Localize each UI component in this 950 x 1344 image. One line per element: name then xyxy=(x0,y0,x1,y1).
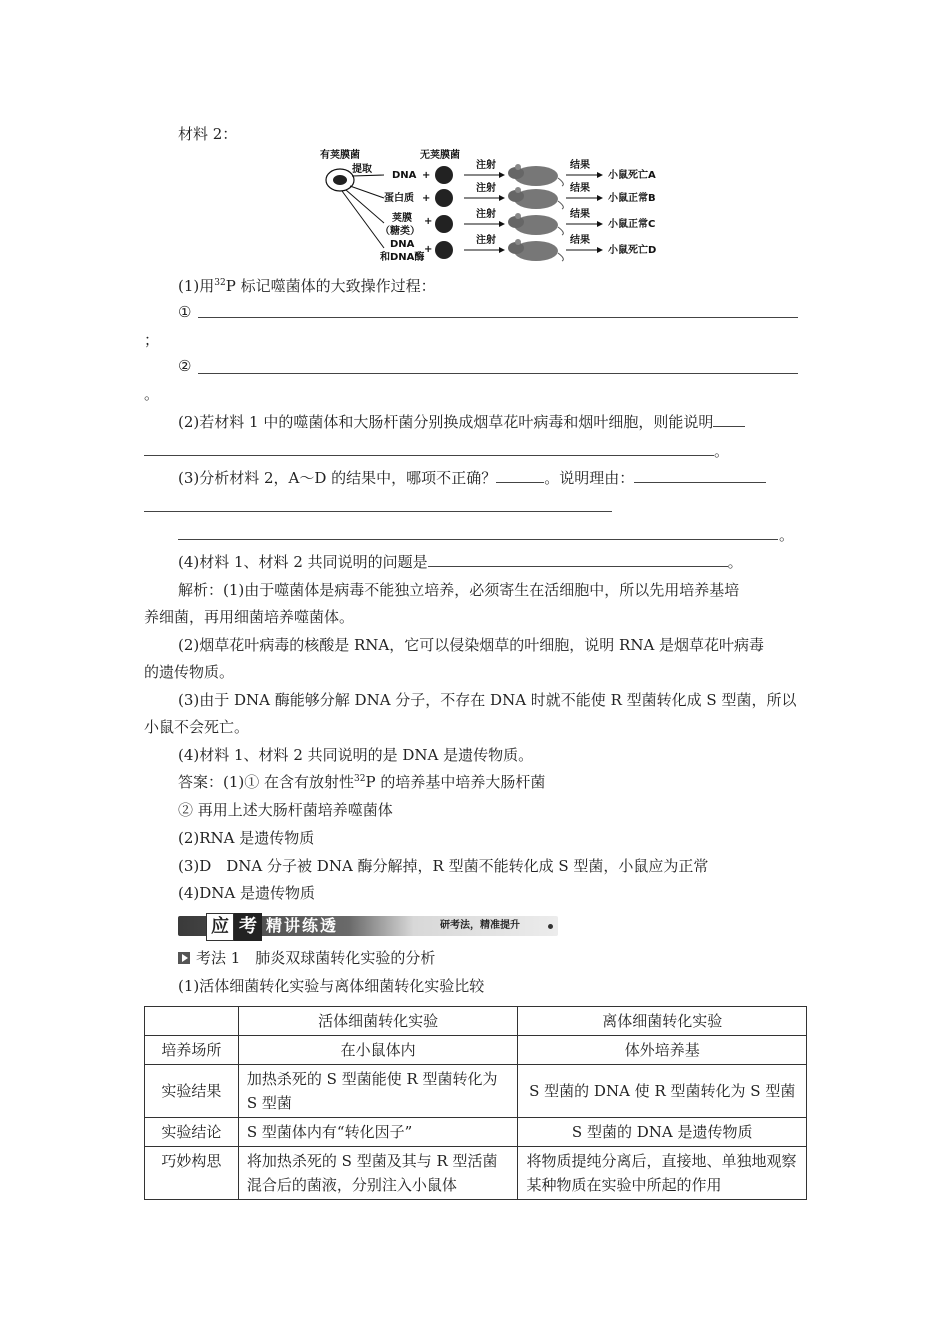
material2-label: 材料 2： xyxy=(178,125,238,143)
table-cell: 培养场所 xyxy=(145,1036,239,1065)
table-header-cell: 活体细菌转化实验 xyxy=(238,1007,518,1036)
banner-char-1: 应 xyxy=(206,913,234,941)
section-banner xyxy=(178,913,558,939)
q2-text: (2)若材料 1 中的噬菌体和大肠杆菌分别换成烟草花叶病毒和烟叶细胞，则能说明 xyxy=(178,413,714,431)
q3-text-b: 。说明理由： xyxy=(544,469,635,487)
table-cell: 在小鼠体内 xyxy=(238,1036,518,1065)
fig-branch-2 xyxy=(350,186,384,198)
q3-blank-reason-b[interactable] xyxy=(144,511,612,512)
fig-row-1-result: 结果 xyxy=(570,160,590,171)
question-4 xyxy=(178,552,743,572)
q1-item-2: ② xyxy=(178,357,192,375)
fig-row-4 xyxy=(380,233,656,263)
q1-item-1-end: ； xyxy=(144,331,160,349)
bacterium-core-icon xyxy=(333,175,347,185)
q4-text: (4)材料 1、材料 2 共同说明的问题是 xyxy=(178,553,428,571)
play-icon xyxy=(178,952,190,964)
fig-branch-1 xyxy=(352,175,384,176)
question-2 xyxy=(178,412,745,432)
fig-row-3-result: 结果 xyxy=(570,209,590,220)
table-cell: 将加热杀死的 S 型菌及其与 R 型活菌混合后的菌液，分别注入小鼠体 xyxy=(238,1147,518,1200)
fig-row-4-component: DNA xyxy=(390,239,415,250)
answer-1-2: ② 再用上述大肠杆菌培养噬菌体 xyxy=(178,801,393,819)
q4-end: 。 xyxy=(727,553,743,571)
table-cell: 将物质提纯分离后，直接地、单独地观察某种物质在实验中所起的作用 xyxy=(518,1147,807,1200)
kaofa-title-text: 考法 1 肺炎双球菌转化实验的分析 xyxy=(196,949,436,967)
fig-row-1-bacterium-icon xyxy=(435,166,453,184)
answer-1-post: P 的培养基中培养大肠杆菌 xyxy=(365,773,546,791)
answer-3: (3)D DNA 分子被 DNA 酶分解掉，R 型菌不能转化成 S 型菌，小鼠应为正常 xyxy=(178,857,709,875)
banner-char-2: 考 xyxy=(234,913,262,941)
table-cell: 巧妙构思 xyxy=(145,1147,239,1200)
q2-blank-b[interactable] xyxy=(144,455,714,456)
table-header-cell xyxy=(145,1007,239,1036)
analysis-3a: (3)由于 DNA 酶能够分解 DNA 分子，不存在 DNA 时就不能使 R 型菌转化成 S 型菌，所以 xyxy=(178,691,797,709)
q4-blank[interactable] xyxy=(428,552,728,567)
fig-row-2-inject: 注射 xyxy=(476,183,496,194)
fig-row-3-component-sub: （糖类） xyxy=(380,226,420,237)
fig-row-4-inject: 注射 xyxy=(476,235,496,246)
analysis-4: (4)材料 1、材料 2 共同说明的是 DNA 是遗传物质。 xyxy=(178,746,534,764)
fig-row-2-plus: + xyxy=(422,193,431,204)
fig-branch-3 xyxy=(346,190,384,223)
fig-row-2-component: 蛋白质 xyxy=(384,193,414,204)
q1-sup: 32 xyxy=(214,278,226,288)
fig-row-3 xyxy=(380,207,655,237)
table-cell: 实验结果 xyxy=(145,1065,239,1118)
table-cell: S 型菌的 DNA 是遗传物质 xyxy=(518,1118,807,1147)
fig-row-4-plus: + xyxy=(424,244,433,255)
q1-item-2-blank[interactable] xyxy=(198,373,798,374)
bacteria-transformation-figure xyxy=(318,148,678,266)
comparison-table xyxy=(144,1006,807,1200)
fig-row-3-inject: 注射 xyxy=(476,209,496,220)
answer-1-sup: 32 xyxy=(354,774,366,784)
fig-source-label: 有荚膜菌 xyxy=(320,150,360,161)
table-cell: 体外培养基 xyxy=(518,1036,807,1065)
fig-row-3-plus: + xyxy=(424,216,433,227)
question-1 xyxy=(178,276,436,296)
fig-branch-4 xyxy=(342,191,384,248)
fig-row-4-bacterium-icon xyxy=(435,241,453,259)
fig-row-4-component-sub: 和DNA酶 xyxy=(380,252,425,263)
kaofa-subtitle: (1)活体细菌转化实验与离体细菌转化实验比较 xyxy=(178,977,485,995)
q1-item-2-end: 。 xyxy=(144,385,160,403)
fig-row-1-mouse-icon xyxy=(508,164,563,186)
answer-4: (4)DNA 是遗传物质 xyxy=(178,884,316,902)
table-row xyxy=(145,1118,807,1147)
analysis-3b: 小鼠不会死亡。 xyxy=(144,718,250,736)
banner-slogan: 研考法，精准提升 xyxy=(440,920,520,931)
q3-text-a: (3)分析材料 2，A～D 的结果中，哪项不正确？ xyxy=(178,469,497,487)
fig-row-4-outcome: 小鼠死亡D xyxy=(608,245,657,256)
q3-blank-reason-a[interactable] xyxy=(634,468,766,483)
fig-row-3-mouse-icon xyxy=(508,213,563,235)
fig-row-2-result: 结果 xyxy=(570,183,590,194)
fig-row-1-plus: + xyxy=(422,170,431,181)
banner-title: 精讲练透 xyxy=(266,916,339,935)
fig-recipient-label: 无荚膜菌 xyxy=(420,150,460,161)
table-row xyxy=(145,1065,807,1118)
q1-item-1-blank[interactable] xyxy=(198,317,798,318)
q1-post: P 标记噬菌体的大致操作过程： xyxy=(225,277,436,295)
fig-row-1-outcome: 小鼠死亡A xyxy=(608,170,656,181)
table-header-cell: 离体细菌转化实验 xyxy=(518,1007,807,1036)
fig-extract-label: 提取 xyxy=(352,164,372,175)
table-cell: S 型菌体内有“转化因子” xyxy=(238,1118,518,1147)
table-header-row xyxy=(145,1007,807,1036)
fig-row-4-result: 结果 xyxy=(570,235,590,246)
fig-row-3-bacterium-icon xyxy=(435,215,453,233)
answer-2: (2)RNA 是遗传物质 xyxy=(178,829,315,847)
q1-item-1: ① xyxy=(178,303,192,321)
question-3 xyxy=(178,468,766,488)
fig-row-2 xyxy=(384,181,656,209)
table-cell: 实验结论 xyxy=(145,1118,239,1147)
fig-row-2-outcome: 小鼠正常B xyxy=(608,193,656,204)
fig-row-2-mouse-icon xyxy=(508,187,563,209)
analysis-1a: 解析：(1)由于噬菌体是病毒不能独立培养，必须寄生在活细胞中，所以先用培养基培 xyxy=(178,581,740,599)
analysis-2a: (2)烟草花叶病毒的核酸是 RNA，它可以侵染烟草的叶细胞，说明 RNA 是烟草花叶病毒 xyxy=(178,636,765,654)
answer-1-pre: 答案：(1)① 在含有放射性 xyxy=(178,773,355,791)
fig-row-3-outcome: 小鼠正常C xyxy=(608,219,656,230)
kaofa-title xyxy=(178,948,435,968)
q3-blank-reason-c[interactable] xyxy=(178,539,778,540)
fig-row-1-component: DNA xyxy=(392,170,417,181)
q3-blank-choice[interactable] xyxy=(496,468,544,483)
fig-row-4-mouse-icon xyxy=(508,239,563,261)
table-row xyxy=(145,1036,807,1065)
fig-row-1 xyxy=(392,158,656,186)
fig-row-1-inject: 注射 xyxy=(476,160,496,171)
q3-end: 。 xyxy=(779,526,795,544)
banner-dot-icon xyxy=(548,924,553,929)
analysis-1b: 养细菌，再用细菌培养噬菌体。 xyxy=(144,608,355,626)
q2-blank-a[interactable] xyxy=(713,412,745,427)
table-cell: S 型菌的 DNA 使 R 型菌转化为 S 型菌 xyxy=(518,1065,807,1118)
analysis-2b: 的遗传物质。 xyxy=(144,663,235,681)
fig-row-2-bacterium-icon xyxy=(435,189,453,207)
fig-row-3-component: 荚膜 xyxy=(392,213,412,224)
answer-1 xyxy=(178,772,545,792)
table-cell: 加热杀死的 S 型菌能使 R 型菌转化为 S 型菌 xyxy=(238,1065,518,1118)
q2-end: 。 xyxy=(714,442,730,460)
q1-pre: (1)用 xyxy=(178,277,215,295)
table-row xyxy=(145,1147,807,1200)
